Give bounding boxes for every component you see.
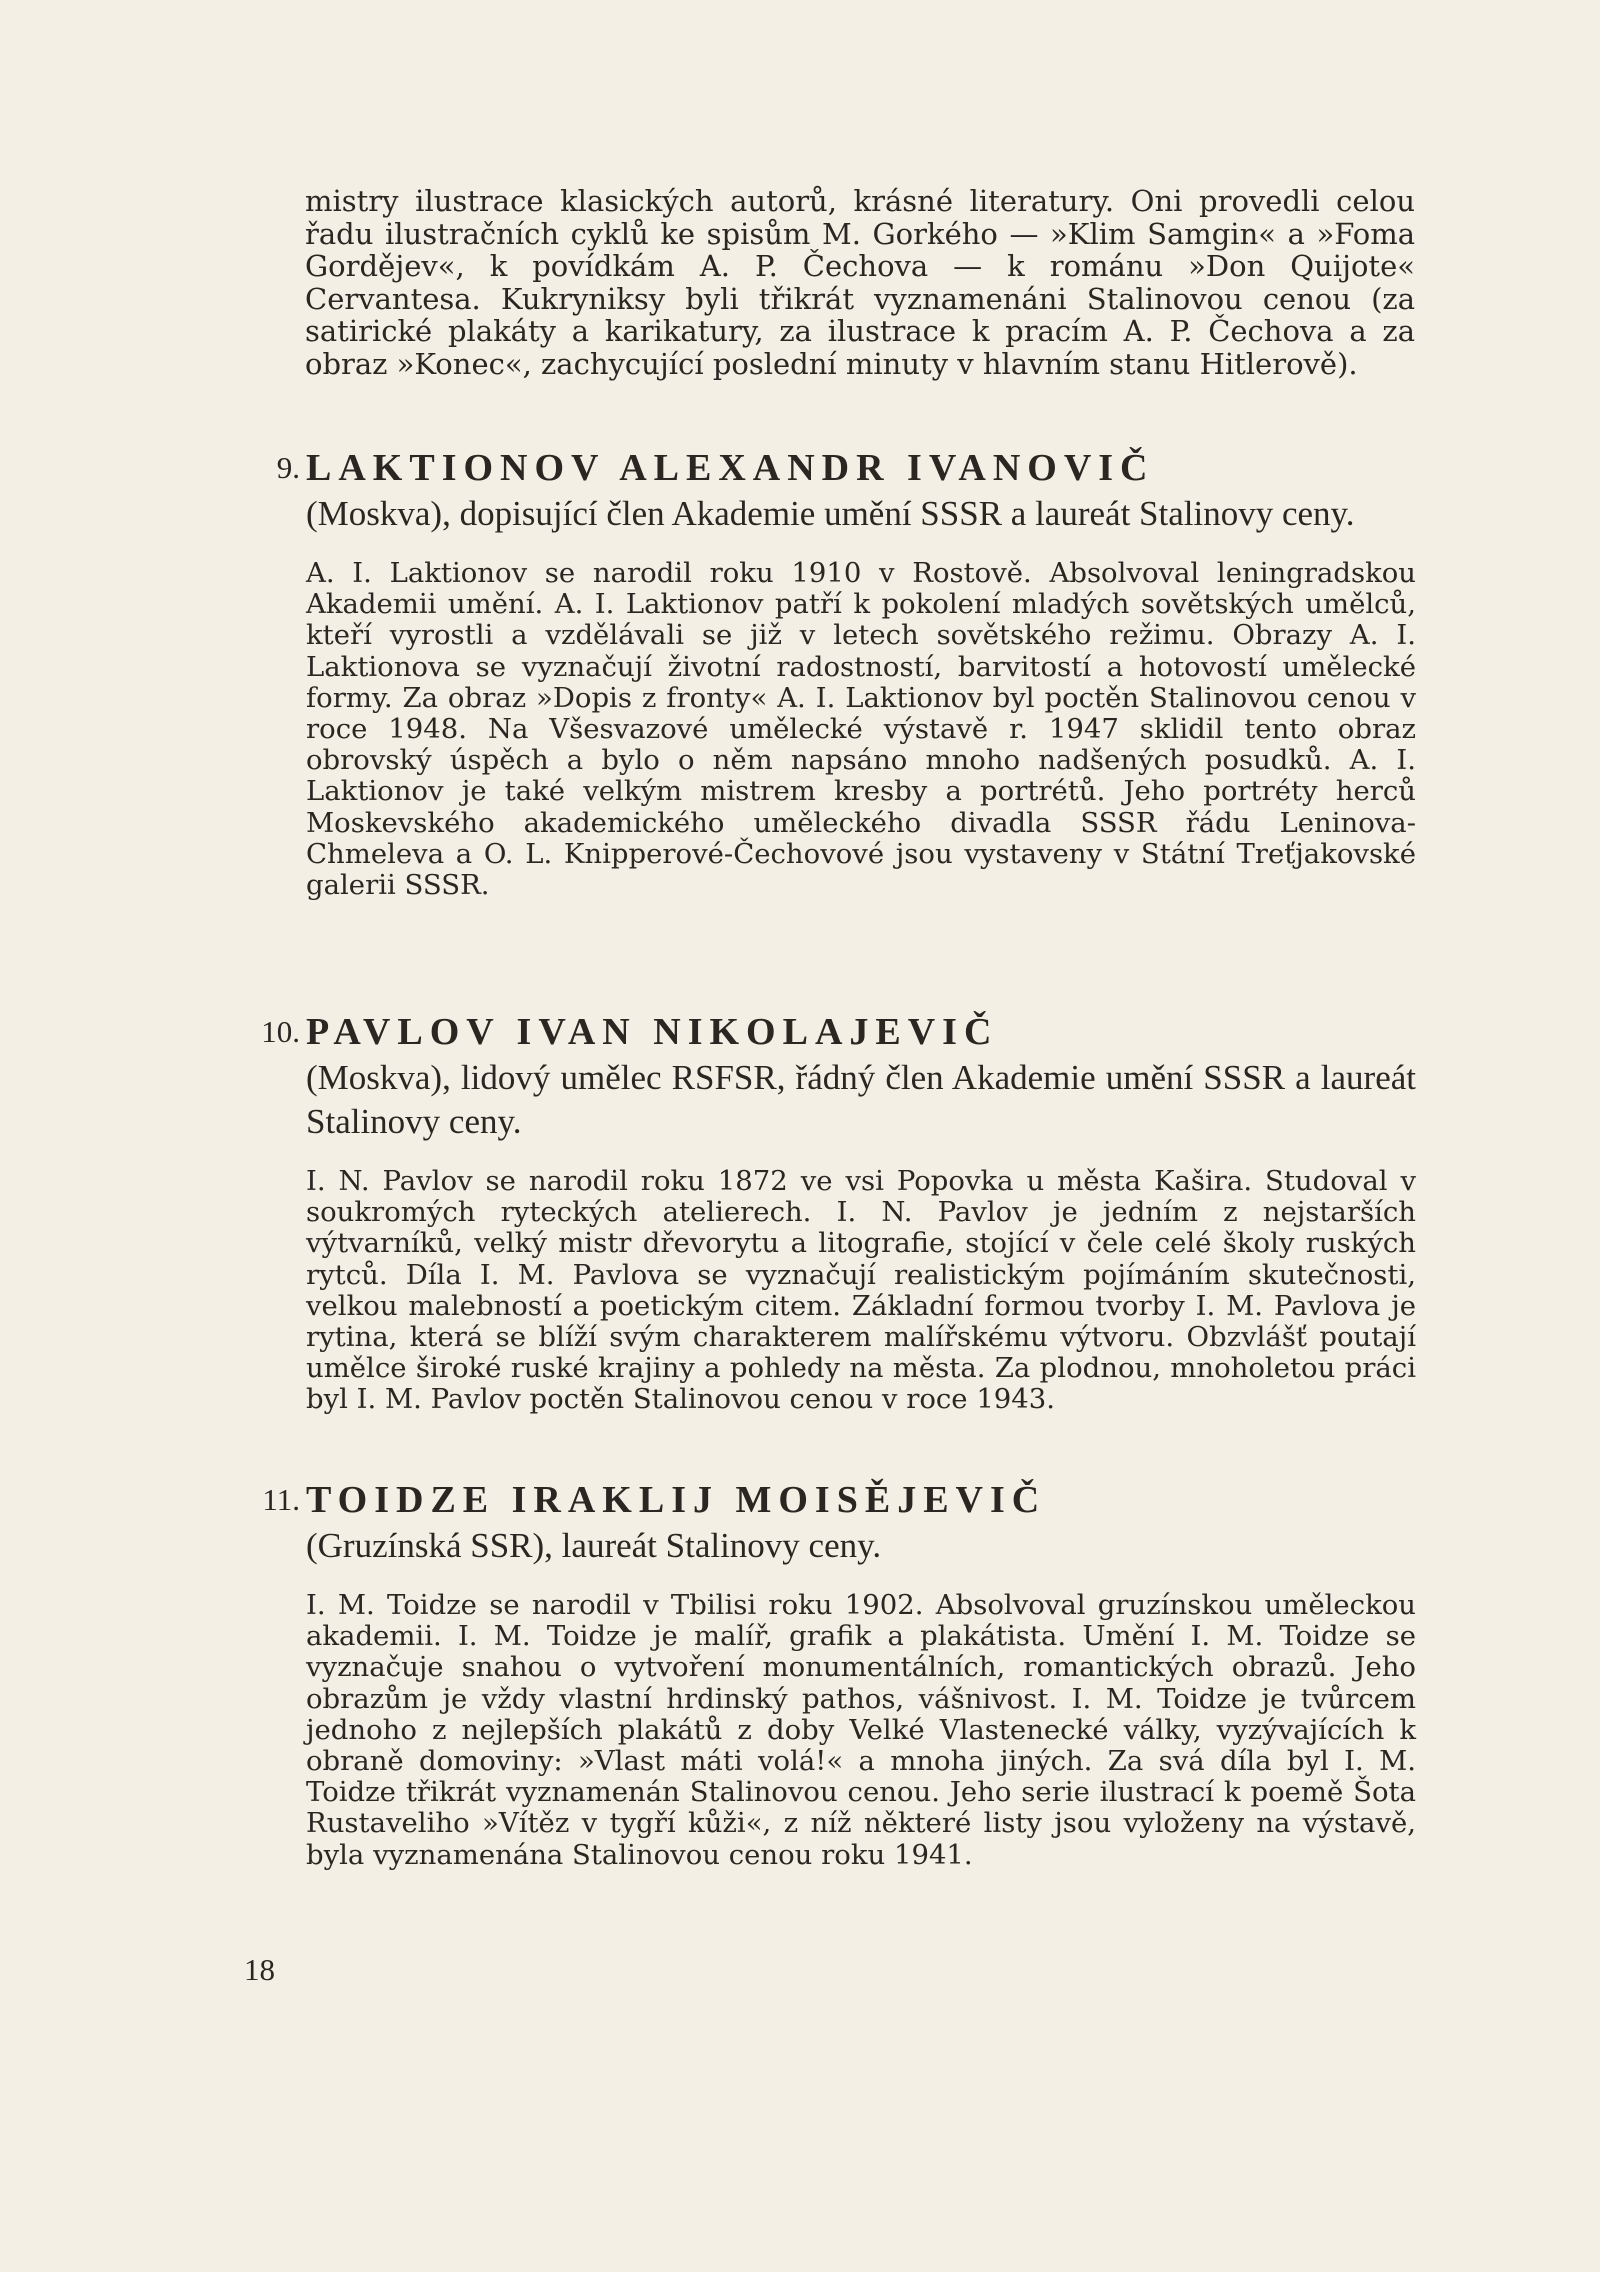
entry-number: 9. <box>276 450 300 485</box>
entry-body <box>306 1012 1416 1416</box>
page-number: 18 <box>244 1952 275 1987</box>
entry-body <box>306 1480 1416 1871</box>
entry-affiliation: (Moskva), dopisující člen Akademie umění SSSR a laureát Stalinovy ceny. <box>306 494 1355 533</box>
entry-affiliation: (Gruzínská SSR), laureát Stalinovy ceny. <box>306 1526 882 1565</box>
entry-affiliation: (Moskva), lidový umělec RSFSR, řádný člen Akademie umění SSSR a laureát Stalinovy ceny. <box>306 1058 1416 1141</box>
entry-name: TOIDZE IRAKLIJ MOISĚJEVIČ <box>306 1479 1047 1521</box>
entry-biography: A. I. Laktionov se narodil roku 1910 v Rostově. Absolvoval leningradskou Akademii umění. A. I. Laktionov patří k pokolení mladých sovětských umělců, kteří vyrostli a vzdělávali se již v letech sovětského režimu. Obrazy A. I. Laktionova se vyznačují životní radostností, barvitostí a hotovostí umělecké formy. Za obraz »Dopis z fronty« A. I. Laktionov byl poctěn Stalinovou cenou v roce 1948. Na Všesvazové umělecké výstavě r. 1947 sklidil tento obraz obrovský úspěch a bylo o něm napsáno mnoho nadšených posudků. A. I. Laktionov je také velkým mistrem kresby a portrétů. Jeho portréty herců Moskevského akademického uměleckého divadla SSSR řádu Leninova-Chmeleva a O. L. Knipperové-Čechovové jsou vystaveny v Státní Treťjakovské galerii SSSR. <box>306 557 1416 902</box>
entry-number: 11. <box>262 1482 300 1517</box>
entry-number: 10. <box>261 1014 300 1049</box>
entry-name: PAVLOV IVAN NIKOLAJEVIČ <box>306 1011 999 1053</box>
entry-body <box>306 448 1416 901</box>
entry-name: LAKTIONOV ALEXANDR IVANOVIČ <box>306 447 1155 489</box>
entry-biography: I. N. Pavlov se narodil roku 1872 ve vsi Popovka u města Kašira. Studoval v soukromých ryteckých atelierech. I. N. Pavlov je jedním z nejstarších výtvarníků, velký mistr dřevorytu a litografie, stojící v čele celé školy ruských rytců. Díla I. M. Pavlova se vyznačují realistickým pojímáním skutečnosti, velkou malebností a poetickým citem. Základní formou tvorby I. M. Pavlova je rytina, která se blíží svým charakterem malířskému výtvoru. Obzvlášť poutají umělce široké ruské krajiny a pohledy na města. Za plodnou, mnoholetou práci byl I. M. Pavlov poctěn Stalinovou cenou v roce 1943. <box>306 1165 1416 1416</box>
entry-biography: I. M. Toidze se narodil v Tbilisi roku 1902. Absolvoval gruzínskou uměleckou akademii. I. M. Toidze je malíř, grafik a plakátista. Umění I. M. Toidze se vyznačuje snahou o vytvoření monumentálních, romantických obrazů. Jeho obrazům je vždy vlastní hrdinský pathos, vášnivost. I. M. Toidze je tvůrcem jednoho z nejlepších plakátů z doby Velké Vlastenecké války, vyzývajících k obraně domoviny: »Vlast máti volá!« a mnoha jiných. Za svá díla byl I. M. Toidze třikrát vyznamenán Stalinovou cenou. Jeho serie ilustrací k poemě Šota Rustaveliho »Vítěz v tygří kůži«, z níž některé listy jsou vyloženy na výstavě, byla vyznamenána Stalinovou cenou roku 1941. <box>306 1589 1416 1871</box>
intro-paragraph: mistry ilustrace klasických autorů, krásné literatury. Oni provedli celou řadu ilustračních cyklů ke spisům M. Gorkého — »Klim Samgin« a »Foma Gordějev«, k povídkám A. P. Čechova — k románu »Don Quijote« Cervantesa. Kukryniksy byli třikrát vyznamenáni Stalinovou cenou (za satirické plakáty a karikatury, za ilustrace k pracím A. P. Čechova a za obraz »Konec«, zachycující poslední minuty v hlavním stanu Hitlerově). <box>305 184 1415 381</box>
